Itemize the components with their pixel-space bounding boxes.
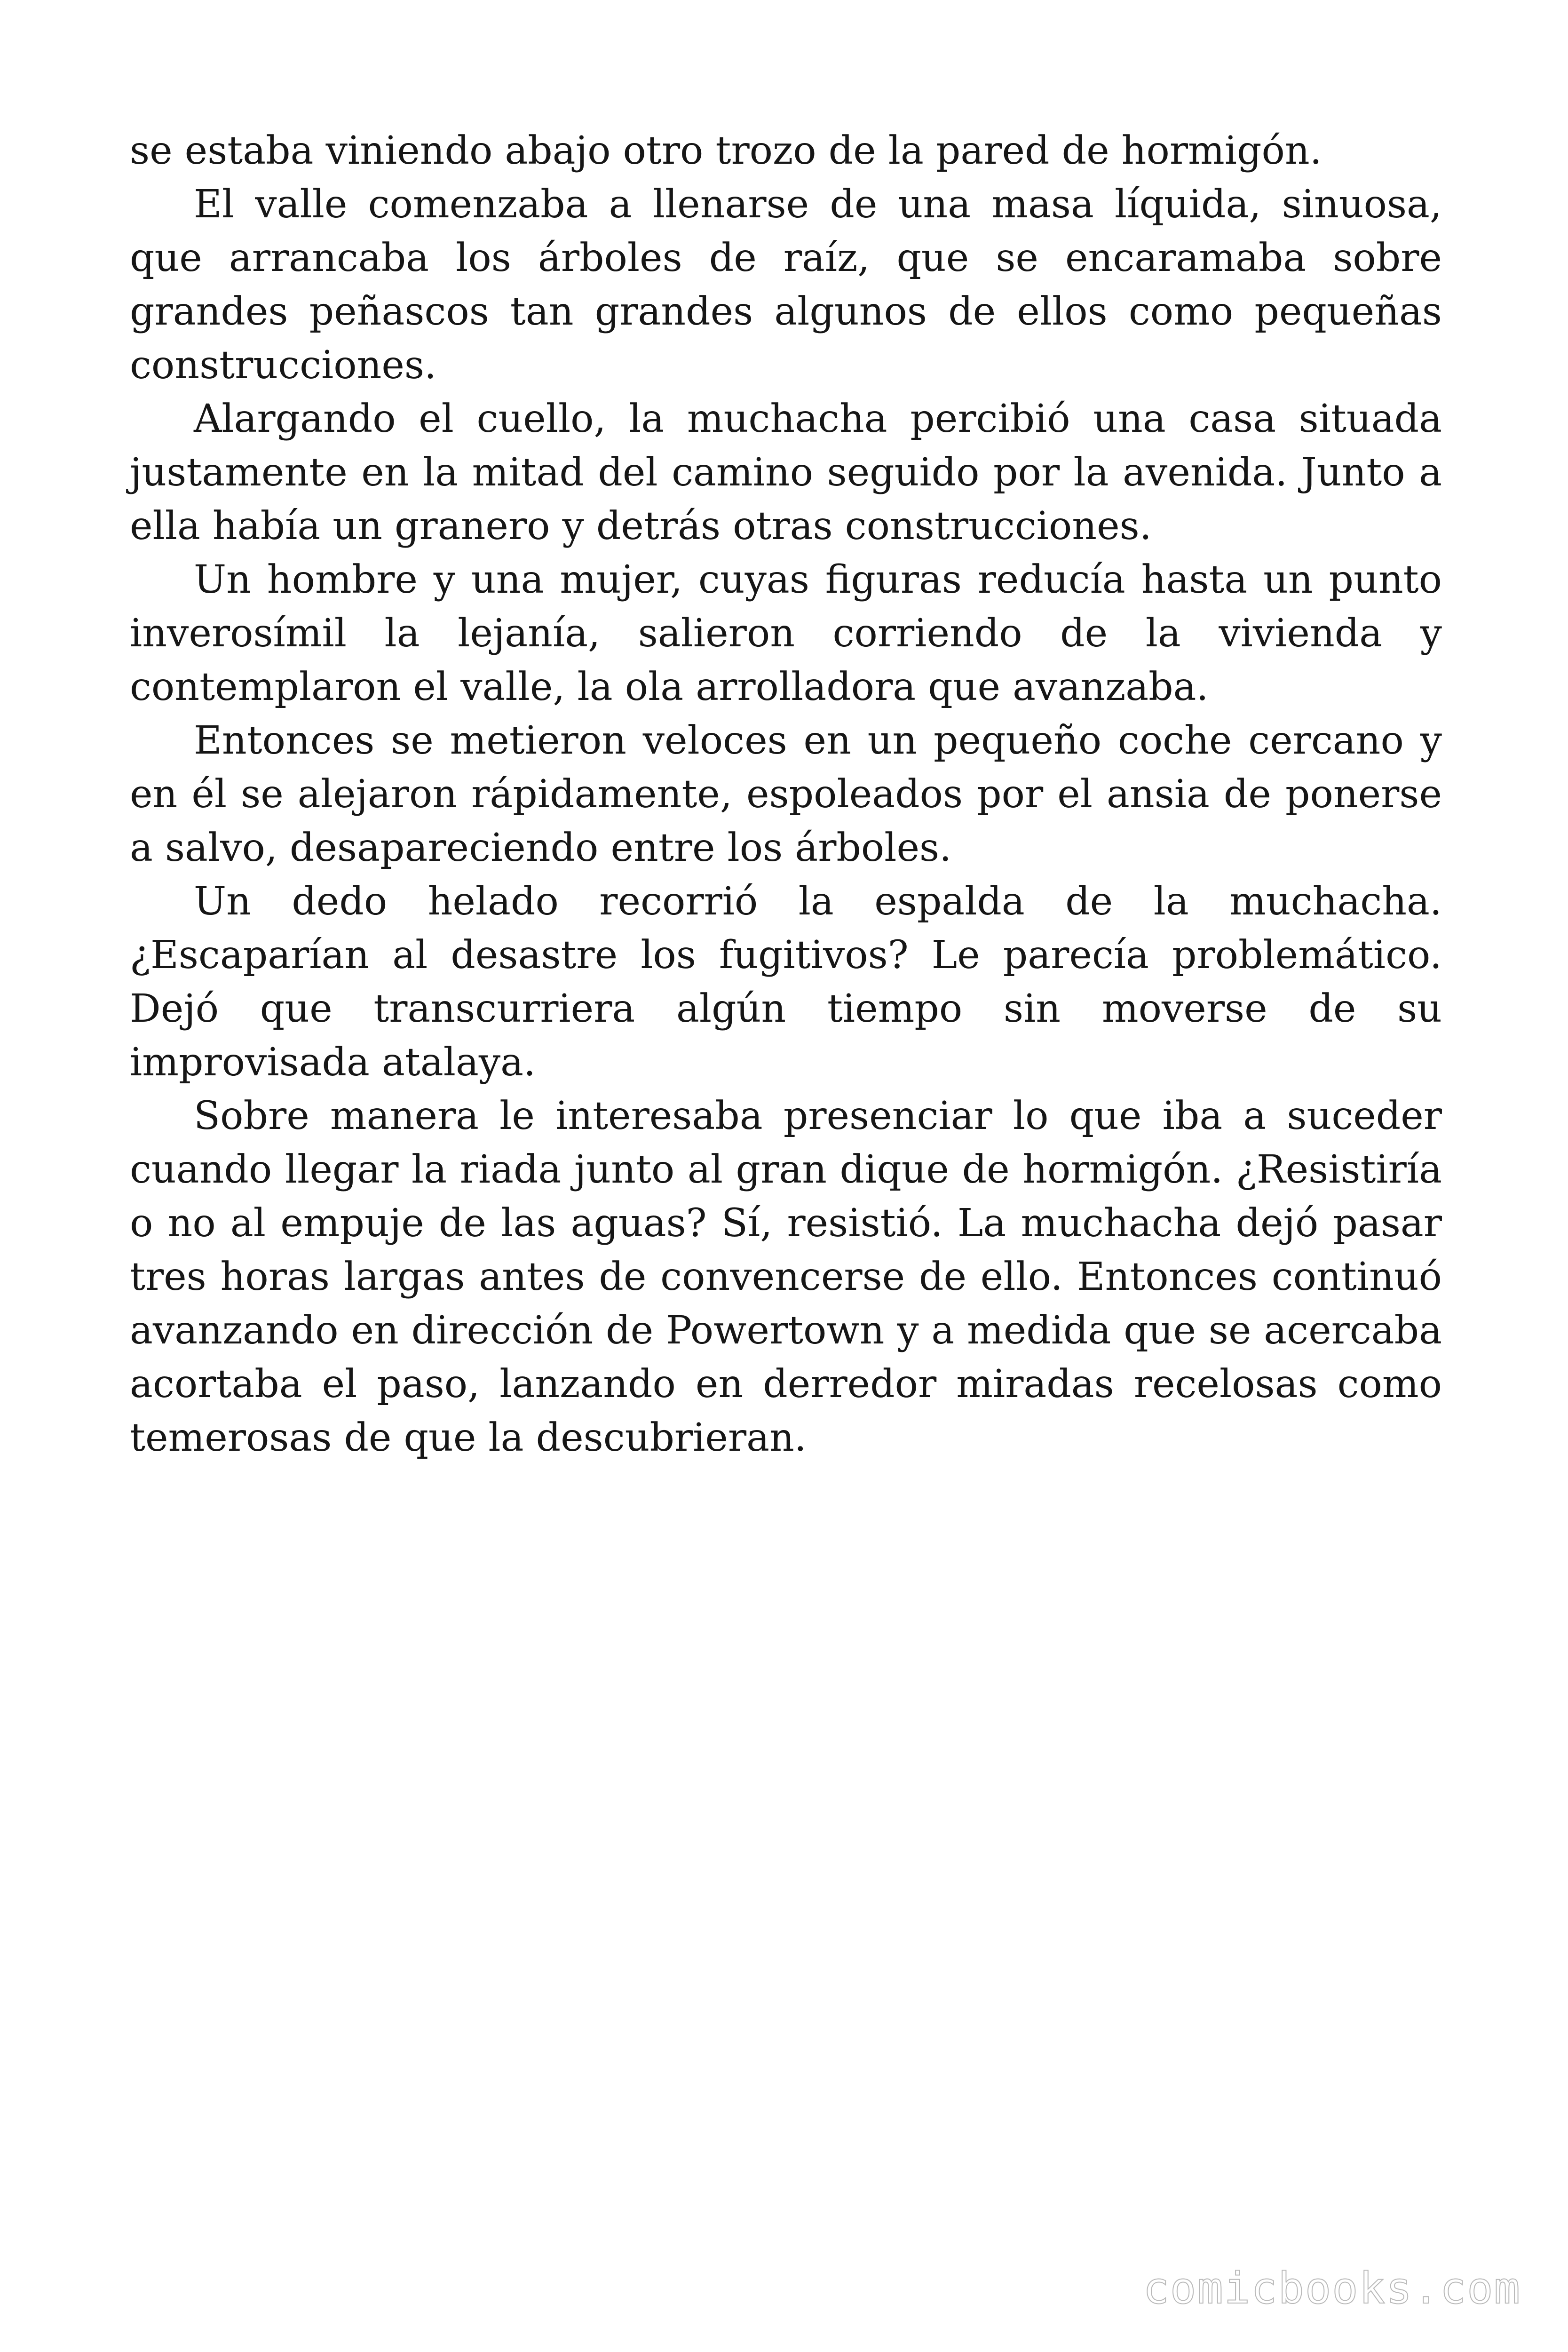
paragraph: Entonces se metieron veloces en un pequeño coche cercano y en él se alejaron rápidamente, espoleados por el ansia de ponerse a salvo, desapareciendo entre los árboles. [130,718,1442,870]
paragraph: Un dedo helado recorrió la espalda de la muchacha. ¿Escaparían al desastre los fugitivos? Le parecía problemático. Dejó que transcurriera algún tiempo sin moverse de su improvisada atalaya. [130,879,1442,1085]
paragraph-continuation: se estaba viniendo abajo otro trozo de la pared de hormigón. [130,128,1322,173]
body-text [130,124,1442,1465]
paragraph: Un hombre y una mujer, cuyas figuras reducía hasta un punto inverosímil la lejanía, salieron corriendo de la vivienda y contemplaron el valle, la ola arrolladora que avanzaba. [130,557,1442,709]
watermark: comicbooks.com [1143,2263,1521,2313]
paragraph: Sobre manera le interesaba presenciar lo que iba a suceder cuando llegar la riada junto al gran dique de hormigón. ¿Resistiría o no al empuje de las aguas? Sí, resistió. La muchacha dejó pasar tres horas largas antes de convencerse de ello. Entonces continuó avanzando en dirección de Powertown y a medida que se acercaba acortaba el paso, lanzando en derredor miradas recelosas como temerosas de que la descubrieran. [130,1094,1442,1460]
paragraph: Alargando el cuello, la muchacha percibió una casa situada justamente en la mitad del camino seguido por la avenida. Junto a ella había un granero y detrás otras construcciones. [130,397,1442,548]
paragraph: El valle comenzaba a llenarse de una masa líquida, sinuosa, que arrancaba los árboles de raíz, que se encaramaba sobre grandes peñascos tan grandes algunos de ellos como pequeñas construcciones. [130,182,1442,388]
